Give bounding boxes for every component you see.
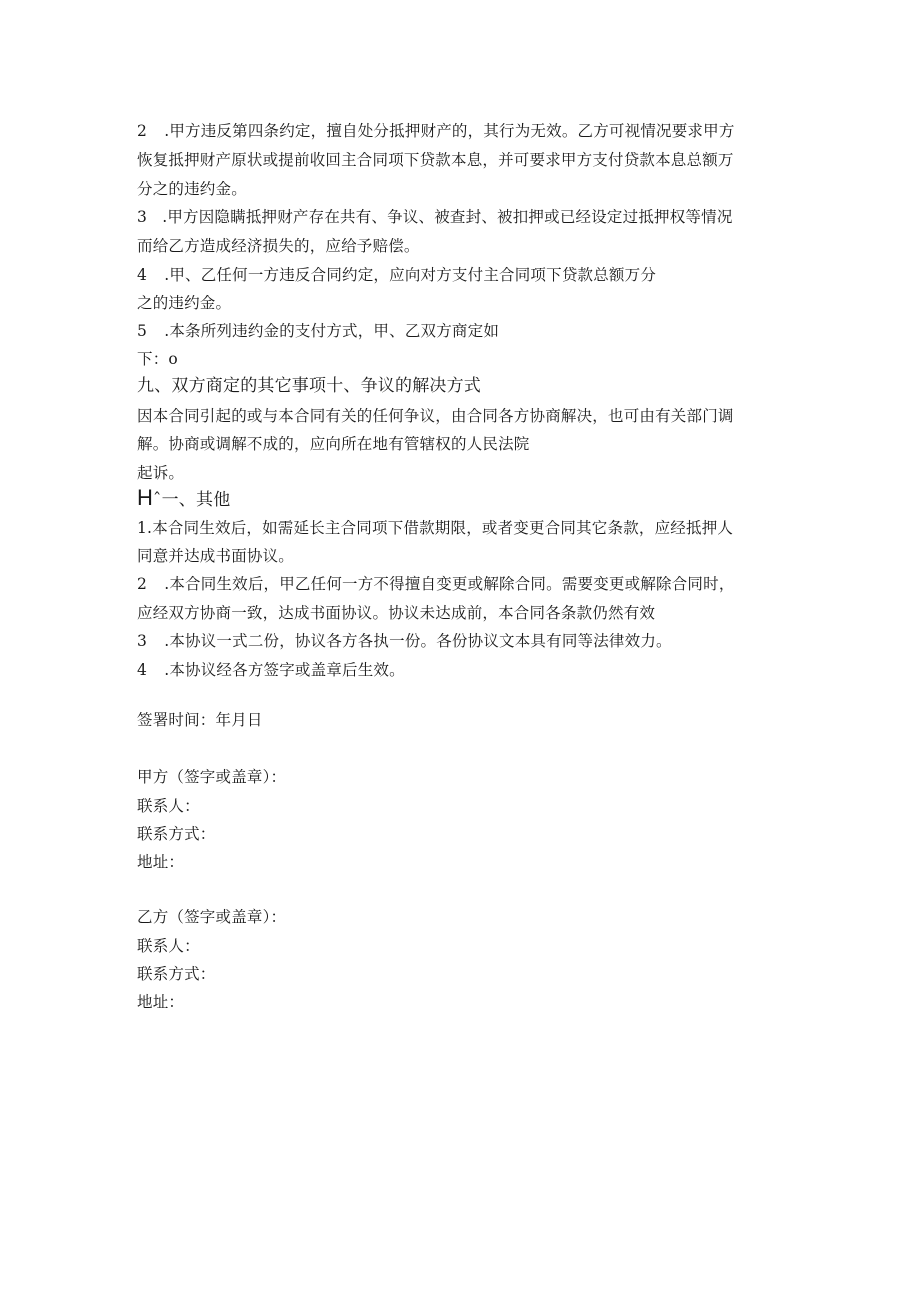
clause11-item1-line2: 同意并达成书面协议。: [137, 547, 295, 565]
clause11-item2-line2: 应经双方协商一致，达成书面协议。协议未达成前，本合同各条款仍然有效: [137, 604, 656, 622]
clause11-item4-line1: [137, 659, 405, 681]
item-number: 3: [137, 632, 148, 650]
clause10-line1: 因本合同引起的或与本合同有关的任何争议，由合同各方协商解决，也可由有关部门调: [137, 407, 734, 425]
item-text: .本协议一式二份，协议各方各执一份。各份协议文本具有同等法律效力。: [164, 632, 672, 650]
party-a-contact: 联系人：: [137, 797, 200, 815]
clause8-item3-line1: [137, 206, 733, 228]
item-text: .本协议经各方签字或盖章后生效。: [164, 661, 405, 679]
party-a-title: 甲方（签字或盖章）：: [137, 768, 287, 786]
item-number: 5: [137, 322, 148, 340]
item-text: .甲方违反第四条约定，擅自处分抵押财产的，其行为无效。乙方可视情况要求甲方: [164, 122, 735, 140]
clause8-item2-line1: [137, 120, 735, 142]
clause8-item4-line1: [137, 264, 656, 286]
item-number: 4: [137, 661, 148, 679]
clause8-item3-line2: 而给乙方造成经济损失的，应给予赔偿。: [137, 237, 420, 255]
item-text: .本条所列违约金的支付方式，甲、乙双方商定如: [164, 322, 500, 340]
item-text: .甲方因隐瞒抵押财产存在共有、争议、被查封、被扣押或已经设定过抵押权等情况: [162, 208, 733, 226]
party-b-contact: 联系人：: [137, 937, 200, 955]
clause11-item2-line1: [137, 573, 735, 595]
clause11-item3-line1: [137, 630, 672, 652]
clause10-line2: 解。协商或调解不成的，应向所在地有管辖权的人民法院: [137, 435, 530, 453]
clause8-item2-line3: 分之的违约金。: [137, 180, 247, 198]
party-a-contact-method: 联系方式：: [137, 825, 216, 843]
clause11-heading: [137, 487, 230, 511]
clause10-line3: 起诉。: [137, 464, 185, 482]
signing-time: 签署时间：年月日: [137, 711, 263, 729]
clause11-item1-line1: 1.本合同生效后，如需延长主合同项下借款期限，或者变更合同其它条款，应经抵押人: [137, 519, 734, 537]
clause8-item2-line2: 恢复抵押财产原状或提前收回主合同项下贷款本息，并可要求甲方支付贷款本息总额万: [137, 151, 734, 169]
clause8-item5-line2: 下：o: [137, 350, 178, 368]
item-text: .本合同生效后，甲乙任何一方不得擅自变更或解除合同。需要变更或解除合同时，: [164, 575, 735, 593]
clause8-item5-line1: [137, 320, 499, 342]
heading-prefix: H: [137, 485, 153, 510]
party-b-address: 地址：: [137, 993, 185, 1011]
item-number: 2: [137, 122, 148, 140]
party-b-contact-method: 联系方式：: [137, 965, 216, 983]
item-number: 4: [137, 266, 148, 284]
item-text: .甲、乙任何一方违反合同约定，应向对方支付主合同项下贷款总额万分: [164, 266, 657, 284]
party-b-title: 乙方（签字或盖章）：: [137, 908, 287, 926]
clause9-10-heading: 九、双方商定的其它事项十、争议的解决方式: [137, 376, 481, 396]
item-number: 2: [137, 575, 148, 593]
item-number: 3: [137, 208, 148, 226]
party-a-address: 地址：: [137, 853, 185, 871]
heading-rest: ˆ一、其他: [152, 490, 231, 510]
clause8-item4-line2: 之的违约金。: [137, 294, 232, 312]
